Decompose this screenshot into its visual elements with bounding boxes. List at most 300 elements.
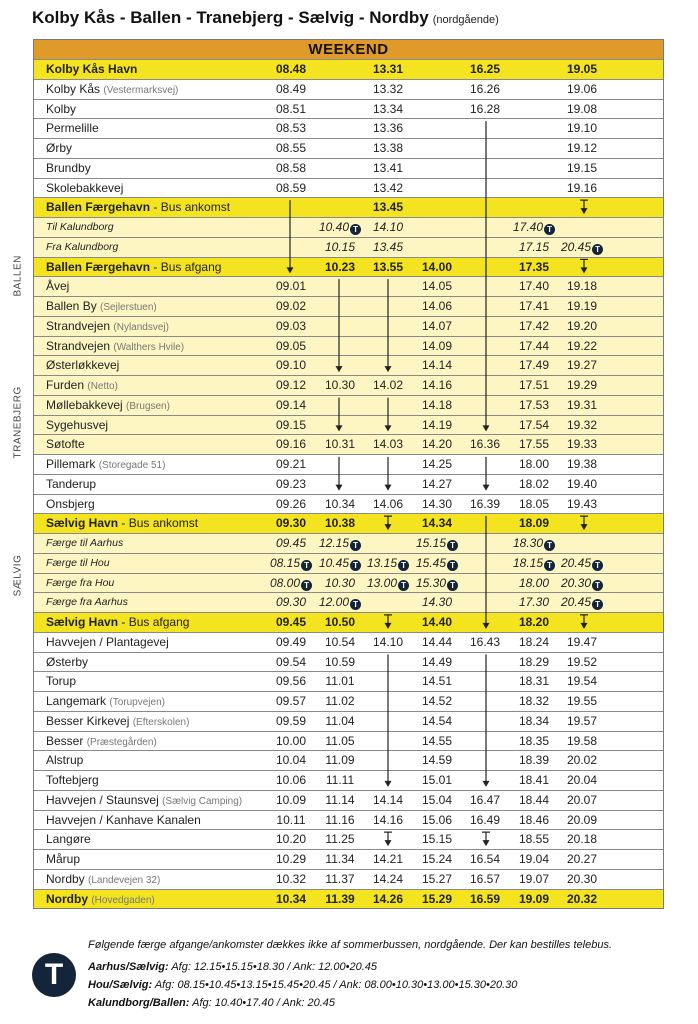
time-value: 17.15 xyxy=(518,239,550,254)
time-value: 18.05 xyxy=(518,496,550,511)
pass-through-arrow-icon xyxy=(483,654,490,787)
footer-line-text: Afg: 10.40•17.40 / Ank: 20.45 xyxy=(192,997,335,1009)
footer-line-label: Aarhus/Sælvig: xyxy=(88,961,169,973)
stop-detail: (Præstegården) xyxy=(86,736,157,748)
time-value: 15.27 xyxy=(421,871,453,886)
time-value: 13.45 xyxy=(372,200,404,215)
time-value: 17.55 xyxy=(518,437,550,452)
pass-through-arrow-icon xyxy=(580,615,588,629)
stop-label: Østerløkkevej xyxy=(46,358,120,373)
time-value: 14.07 xyxy=(421,318,453,333)
time-value: 19.16 xyxy=(566,180,598,195)
stop-detail: (Walthers Hvile) xyxy=(113,341,185,353)
time-value: 16.57 xyxy=(469,871,501,886)
time-value: 11.39 xyxy=(325,891,355,906)
stop-label: Sygehusvej xyxy=(46,417,109,432)
side-label-tranebjerg: TRANEBJERG xyxy=(12,386,24,459)
time-value: 14.51 xyxy=(421,674,453,689)
telebus-badge-icon: T xyxy=(398,580,409,591)
time-value: 10.32 xyxy=(275,871,307,886)
stop-label: Kolby Kås xyxy=(46,81,101,96)
stop-label: Færge fra Hou xyxy=(46,576,115,589)
time-value: 17.40 xyxy=(512,220,544,234)
pass-through-arrow-icon xyxy=(483,457,490,491)
time-value: 18.46 xyxy=(518,812,550,827)
stop-detail: (Nylandsvej) xyxy=(113,321,169,333)
stop-suffix: - Bus afgang xyxy=(150,259,222,274)
time-value: 14.52 xyxy=(421,694,453,708)
time-value: 09.12 xyxy=(275,378,307,392)
time-value: 14.00 xyxy=(421,259,453,274)
footer-note: Følgende færge afgange/ankomster dækkes ikke af sommerbussen, nordgående. Der kan bestilles telebus. xyxy=(88,939,613,951)
time-value: 10.23 xyxy=(324,259,356,274)
time-value: 09.57 xyxy=(275,694,307,708)
stop-label: Besser Kirkevej xyxy=(46,713,130,728)
time-value: 17.53 xyxy=(518,397,550,412)
time-value: 13.34 xyxy=(372,101,404,116)
time-value: 19.58 xyxy=(566,733,598,748)
stop-label: Skolebakkevej xyxy=(46,180,124,195)
time-value: 19.06 xyxy=(566,81,598,96)
stop-label: Strandvejen xyxy=(46,318,111,333)
time-value: 10.11 xyxy=(276,812,306,827)
time-value: 15.30 xyxy=(415,575,447,590)
stop-label: Nordby xyxy=(46,891,88,906)
footer-line-hou xyxy=(88,979,517,991)
time-value: 09.23 xyxy=(275,476,307,491)
time-value: 10.04 xyxy=(275,753,307,768)
time-value: 20.18 xyxy=(566,832,598,847)
time-value: 14.18 xyxy=(421,397,453,412)
stop-detail: (Torupvejen) xyxy=(109,697,165,708)
time-value: 17.30 xyxy=(518,595,550,610)
pass-through-arrow-icon xyxy=(336,279,343,372)
time-value: 09.01 xyxy=(275,279,307,294)
time-value: 11.11 xyxy=(325,773,355,787)
stop-label: Furden xyxy=(46,378,85,392)
time-value: 20.07 xyxy=(566,792,598,807)
time-value: 10.50 xyxy=(324,615,356,629)
time-value: 11.14 xyxy=(325,792,355,807)
stop-label: Ballen By xyxy=(46,299,97,313)
route-title: Kolby Kås - Ballen - Tranebjerg - Sælvig - Nordby xyxy=(32,8,429,27)
time-value: 16.26 xyxy=(469,81,501,96)
time-value: 20.30 xyxy=(566,871,598,886)
time-value: 17.49 xyxy=(518,358,550,373)
pass-through-arrow-icon xyxy=(287,200,294,273)
telebus-badge-icon: T xyxy=(447,560,458,571)
telebus-badge-icon: T xyxy=(350,560,361,571)
time-value: 18.55 xyxy=(518,832,550,847)
time-value: 13.36 xyxy=(372,121,404,136)
pass-through-arrow-icon xyxy=(385,457,392,491)
time-value: 09.59 xyxy=(275,713,307,728)
time-value: 18.34 xyxy=(518,713,550,728)
time-value: 19.43 xyxy=(566,496,598,511)
stop-label: Besser xyxy=(46,733,84,748)
time-value: 19.27 xyxy=(566,358,598,373)
time-value: 13.42 xyxy=(372,180,404,195)
time-value: 17.42 xyxy=(518,318,550,333)
time-value: 18.15 xyxy=(512,555,544,570)
stop-detail: (Vestermarksvej) xyxy=(103,84,179,96)
stop-label: Langemark xyxy=(46,694,107,708)
time-value: 10.30 xyxy=(324,378,356,392)
time-value: 14.03 xyxy=(372,437,404,452)
time-value: 11.04 xyxy=(325,713,355,728)
time-value: 08.53 xyxy=(275,121,307,136)
time-value: 15.06 xyxy=(421,812,453,827)
time-value: 19.20 xyxy=(566,318,598,333)
stop-label: Toftebjerg xyxy=(46,773,99,787)
stop-label: Alstrup xyxy=(46,753,84,768)
stop-label: Havvejen / Staunsvej xyxy=(46,792,159,807)
time-value: 16.28 xyxy=(469,101,501,116)
time-value: 15.45 xyxy=(415,555,447,570)
time-value: 09.03 xyxy=(275,318,307,333)
time-value: 13.55 xyxy=(372,259,404,274)
stop-suffix: - Bus ankomst xyxy=(118,516,199,531)
time-value: 10.38 xyxy=(324,516,356,531)
stop-label: Ørby xyxy=(46,141,73,155)
time-value: 13.45 xyxy=(372,239,404,254)
stop-suffix: - Bus ankomst xyxy=(150,200,231,215)
time-value: 08.49 xyxy=(275,81,307,96)
telebus-badge-icon: T xyxy=(544,224,555,235)
stop-suffix: - Bus afgang xyxy=(118,615,190,629)
time-value: 09.49 xyxy=(275,634,307,649)
time-value: 18.41 xyxy=(518,773,550,787)
time-value: 10.40 xyxy=(318,220,350,234)
time-value: 19.57 xyxy=(566,713,598,728)
stop-label: Strandvejen xyxy=(46,338,111,353)
time-value: 14.49 xyxy=(421,654,453,669)
time-value: 19.08 xyxy=(566,101,598,116)
time-value: 19.15 xyxy=(566,160,598,175)
time-value: 18.09 xyxy=(518,516,550,531)
time-value: 17.51 xyxy=(518,378,550,392)
time-value: 13.31 xyxy=(372,62,404,76)
stop-label: Nordby xyxy=(46,871,85,886)
time-value: 14.26 xyxy=(372,891,404,906)
time-value: 09.05 xyxy=(275,338,307,353)
time-value: 10.06 xyxy=(275,773,307,787)
time-value: 20.45 xyxy=(560,595,592,610)
stop-label: Søtofte xyxy=(46,437,85,452)
time-value: 16.39 xyxy=(469,496,501,511)
time-value: 14.09 xyxy=(421,338,453,353)
footer-line-text: Afg: 08.15•10.45•13.15•15.45•20.45 / Ank: 08.00•10.30•13.00•15.30•20.30 xyxy=(154,979,518,991)
time-value: 17.54 xyxy=(518,417,550,432)
time-value: 14.44 xyxy=(421,634,453,649)
stop-detail: (Efterskolen) xyxy=(132,716,190,728)
time-value: 19.52 xyxy=(566,654,598,669)
stop-detail: (Sælvig Camping) xyxy=(162,795,243,807)
time-value: 14.27 xyxy=(421,476,453,491)
time-value: 16.54 xyxy=(469,852,501,866)
stop-label: Permelille xyxy=(46,121,99,136)
time-value: 13.38 xyxy=(372,141,404,155)
telebus-badge-icon: T xyxy=(301,560,312,571)
time-value: 19.32 xyxy=(566,417,598,432)
time-value: 16.36 xyxy=(469,437,501,452)
pass-through-arrow-icon xyxy=(483,121,490,431)
time-value: 09.14 xyxy=(275,397,307,412)
telebus-badge-icon: T xyxy=(592,599,603,610)
time-value: 14.16 xyxy=(372,812,404,827)
time-value: 19.19 xyxy=(566,299,598,313)
time-value: 10.15 xyxy=(324,239,356,254)
telebus-badge-icon: T xyxy=(350,224,361,235)
stop-label: Havvejen / Plantagevej xyxy=(46,634,169,649)
time-value: 14.54 xyxy=(421,713,453,728)
time-value: 17.44 xyxy=(518,338,550,353)
stop-label: Tanderup xyxy=(46,476,97,491)
stop-label: Sælvig Havn xyxy=(46,615,119,629)
time-value: 20.04 xyxy=(566,773,598,787)
stop-label: Havvejen / Kanhave Kanalen xyxy=(46,812,201,827)
stop-label: Brundby xyxy=(46,160,91,175)
time-value: 18.00 xyxy=(518,457,550,471)
pass-through-arrow-icon xyxy=(580,200,588,214)
pass-through-arrow-icon xyxy=(483,516,490,629)
time-value: 20.45 xyxy=(560,555,592,570)
time-value: 16.59 xyxy=(469,891,501,906)
time-value: 13.41 xyxy=(372,160,404,175)
stop-label: Pillemark xyxy=(46,457,96,471)
pass-through-arrow-icon xyxy=(384,832,392,846)
time-value: 19.22 xyxy=(566,338,598,353)
time-value: 11.09 xyxy=(325,753,355,768)
time-value: 10.31 xyxy=(324,437,356,452)
time-value: 14.06 xyxy=(421,299,453,313)
pass-through-arrow-icon xyxy=(385,654,392,787)
time-value: 19.09 xyxy=(518,891,550,906)
time-value: 15.15 xyxy=(415,536,447,550)
time-value: 15.15 xyxy=(421,832,453,847)
footer-line-label: Hou/Sælvig: xyxy=(88,979,153,991)
time-value: 14.05 xyxy=(421,279,453,294)
pass-through-arrow-icon xyxy=(385,398,392,432)
stop-detail: (Storegade 51) xyxy=(98,460,166,471)
stop-label: Færge fra Aarhus xyxy=(46,596,128,609)
time-value: 09.26 xyxy=(275,496,307,511)
stop-label: Østerby xyxy=(46,654,89,669)
time-value: 19.04 xyxy=(518,852,550,866)
time-value: 11.25 xyxy=(325,832,355,847)
side-label-ballen: BALLEN xyxy=(12,255,24,297)
stop-detail: (Landevejen 32) xyxy=(88,874,161,886)
time-value: 08.55 xyxy=(275,141,307,155)
time-value: 14.14 xyxy=(421,358,453,373)
telebus-badge-icon: T xyxy=(544,540,555,551)
time-value: 09.02 xyxy=(275,299,307,313)
stop-label: Møllebakkevej xyxy=(46,397,123,412)
time-value: 18.44 xyxy=(518,792,550,807)
time-value: 18.32 xyxy=(518,694,550,708)
time-value: 14.10 xyxy=(372,220,404,234)
stop-detail: (Sejlerstuen) xyxy=(100,302,157,313)
pass-through-arrow-icon xyxy=(336,398,343,432)
stop-label: Langøre xyxy=(46,832,91,847)
time-value: 20.09 xyxy=(566,812,598,827)
time-value: 10.34 xyxy=(324,496,356,511)
pass-through-arrow-icon xyxy=(336,457,343,491)
time-value: 14.55 xyxy=(421,733,453,748)
time-value: 18.02 xyxy=(518,476,550,491)
time-value: 14.14 xyxy=(372,792,404,807)
time-value: 18.20 xyxy=(518,615,550,629)
footer-line-label: Kalundborg/Ballen: xyxy=(88,997,190,1009)
side-label-saelvig: SÆLVIG xyxy=(12,554,24,597)
time-value: 14.06 xyxy=(372,496,404,511)
time-value: 15.24 xyxy=(421,852,453,866)
stop-detail: (Netto) xyxy=(87,381,118,392)
time-value: 10.34 xyxy=(275,891,307,906)
time-value: 08.00 xyxy=(269,575,301,590)
time-value: 19.10 xyxy=(566,121,598,136)
telebus-badge-icon: T xyxy=(398,560,409,571)
stop-label: Sælvig Havn xyxy=(46,516,119,531)
time-value: 11.34 xyxy=(325,852,355,866)
route-direction: (nordgående) xyxy=(432,14,499,26)
time-value: 14.10 xyxy=(372,634,404,649)
stop-label: Ballen Færgehavn xyxy=(46,200,151,215)
telebus-badge-icon: T xyxy=(301,580,312,591)
time-value: 11.05 xyxy=(325,733,355,748)
pass-through-arrow-icon xyxy=(384,615,392,629)
time-value: 09.30 xyxy=(275,516,307,531)
telebus-badge-icon: T xyxy=(447,540,458,551)
time-value: 11.01 xyxy=(325,674,355,689)
telebus-badge-icon: T xyxy=(350,540,361,551)
time-value: 13.32 xyxy=(372,81,404,96)
footer-line-aarhus xyxy=(88,961,377,973)
time-value: 18.00 xyxy=(518,575,550,590)
time-value: 19.38 xyxy=(566,457,598,471)
weekend-header: WEEKEND xyxy=(34,39,663,59)
time-value: 14.25 xyxy=(421,457,453,471)
pass-through-arrow-icon xyxy=(580,259,588,273)
time-value: 16.43 xyxy=(469,634,501,649)
time-value: 18.29 xyxy=(518,654,550,669)
stop-label: Ballen Færgehavn xyxy=(46,259,151,274)
time-value: 08.58 xyxy=(275,160,307,175)
time-value: 20.45 xyxy=(560,239,592,254)
time-value: 09.21 xyxy=(275,457,307,471)
time-value: 14.20 xyxy=(421,437,453,452)
time-value: 12.15 xyxy=(318,536,350,550)
time-value: 10.29 xyxy=(275,852,307,866)
time-value: 19.40 xyxy=(566,476,598,491)
stop-label: Mårup xyxy=(46,852,81,866)
time-value: 16.49 xyxy=(469,812,501,827)
time-value: 19.05 xyxy=(566,62,598,76)
time-value: 19.07 xyxy=(518,871,550,886)
time-value: 14.40 xyxy=(421,615,453,629)
time-value: 10.09 xyxy=(275,792,307,807)
time-value: 19.12 xyxy=(566,141,598,155)
time-value: 08.59 xyxy=(275,180,307,195)
time-value: 10.30 xyxy=(324,575,356,590)
time-value: 09.45 xyxy=(275,536,307,550)
time-value: 15.01 xyxy=(421,773,453,787)
time-value: 20.27 xyxy=(566,852,598,866)
telebus-icon: T xyxy=(32,953,76,997)
telebus-badge-icon: T xyxy=(592,580,603,591)
time-value: 14.34 xyxy=(421,516,453,531)
pass-through-arrow-icon xyxy=(385,279,392,372)
time-value: 19.54 xyxy=(566,674,598,689)
pass-through-arrow-icon xyxy=(384,516,392,530)
time-value: 14.02 xyxy=(372,378,404,392)
time-value: 10.45 xyxy=(318,555,350,570)
time-value: 09.16 xyxy=(275,437,307,452)
time-value: 08.48 xyxy=(275,62,307,76)
time-value: 19.18 xyxy=(566,279,598,294)
stop-label: Torup xyxy=(46,674,77,689)
stop-label: Færge til Aarhus xyxy=(46,537,124,549)
telebus-badge-icon: T xyxy=(447,580,458,591)
time-value: 08.15 xyxy=(269,555,301,570)
time-value: 11.37 xyxy=(325,871,355,886)
stop-label: Åvej xyxy=(46,279,70,294)
time-value: 16.25 xyxy=(469,62,501,76)
time-value: 14.16 xyxy=(421,378,453,392)
telebus-badge-icon: T xyxy=(592,244,603,255)
telebus-badge-icon: T xyxy=(350,599,361,610)
telebus-badge-icon: T xyxy=(544,560,555,571)
time-value: 11.16 xyxy=(325,812,355,827)
pass-through-arrow-icon xyxy=(580,516,588,530)
time-value: 10.54 xyxy=(324,634,356,649)
stop-detail: (Hovedgaden) xyxy=(91,894,155,906)
stop-label: Fra Kalundborg xyxy=(46,240,119,253)
time-value: 17.40 xyxy=(518,279,550,294)
time-value: 09.15 xyxy=(275,417,307,432)
time-value: 16.47 xyxy=(469,792,501,807)
stop-label: Kolby xyxy=(46,101,77,116)
time-value: 10.00 xyxy=(275,733,307,748)
time-value: 19.33 xyxy=(566,437,598,452)
pass-through-arrow-icon xyxy=(482,832,490,846)
time-value: 08.51 xyxy=(275,101,307,116)
time-value: 09.54 xyxy=(275,654,307,669)
telebus-badge-icon: T xyxy=(592,560,603,571)
time-value: 18.35 xyxy=(518,733,550,748)
stop-label: Til Kalundborg xyxy=(46,221,114,233)
time-value: 14.30 xyxy=(421,496,453,511)
time-value: 18.39 xyxy=(518,753,550,768)
time-value: 14.24 xyxy=(372,871,404,886)
time-value: 10.59 xyxy=(324,654,356,669)
time-value: 13.15 xyxy=(366,555,398,570)
time-value: 09.56 xyxy=(275,674,307,689)
time-value: 09.10 xyxy=(275,358,307,373)
time-value: 09.30 xyxy=(275,595,307,610)
time-value: 18.24 xyxy=(518,634,550,649)
time-value: 14.19 xyxy=(421,417,453,432)
time-value: 14.21 xyxy=(372,852,404,866)
time-value: 19.47 xyxy=(566,634,598,649)
time-value: 19.29 xyxy=(566,378,598,392)
time-value: 18.30 xyxy=(512,536,544,550)
footer-line-kalundborg xyxy=(88,997,335,1009)
time-value: 10.20 xyxy=(275,832,307,847)
stop-label: Onsbjerg xyxy=(46,496,95,511)
time-value: 11.02 xyxy=(325,694,355,708)
time-value: 12.00 xyxy=(318,595,350,610)
